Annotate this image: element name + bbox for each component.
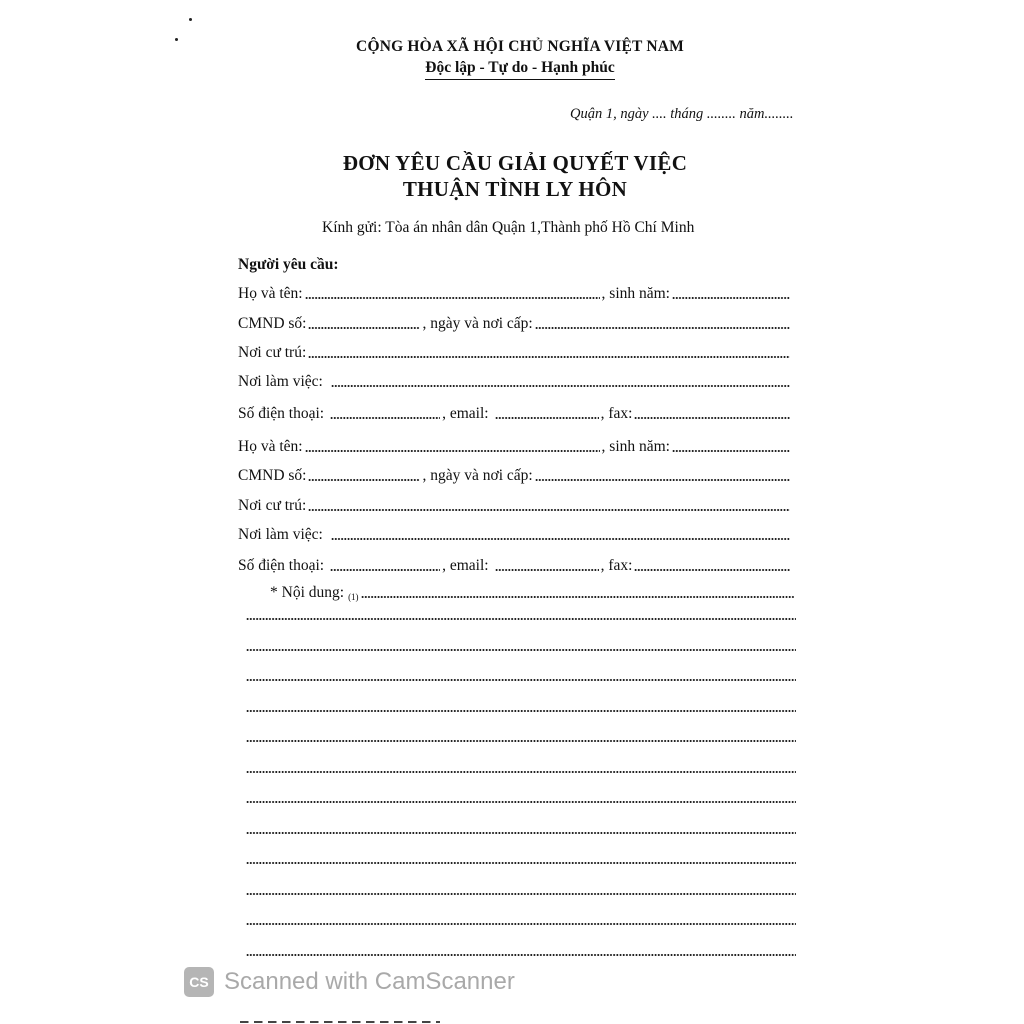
fax-label: , fax: [600,557,633,574]
national-motto: Độc lập - Tự do - Hạnh phúc [425,59,614,80]
nation-title: CỘNG HÒA XÃ HỘI CHỦ NGHĨA VIỆT NAM [356,38,684,55]
national-header [330,38,710,80]
watermark-text: Scanned with CamScanner [224,968,515,995]
issue-date-place-label: , ngày và nơi cấp: [422,467,533,484]
content-blank-line[interactable] [246,770,796,774]
content-blank-line[interactable] [246,678,796,682]
workplace-blank[interactable] [331,537,790,541]
phone-label: Số điện thoại: [238,405,325,422]
birth-year-label: , sinh năm: [601,285,670,302]
residence-label: Nơi cư trú: [238,497,307,514]
fax-blank[interactable] [634,568,790,572]
phone-blank[interactable] [330,568,440,572]
birth-year-blank[interactable] [672,449,790,453]
id-number-label: CMND số: [238,315,307,332]
content-blank-line[interactable] [246,892,796,896]
name-blank[interactable] [305,296,600,300]
id-number-blank[interactable] [308,326,420,330]
name-label: Họ và tên: [238,285,303,302]
workplace-label: Nơi làm việc: [238,373,323,390]
birth-year-label: , sinh năm: [601,438,670,455]
issue-date-place-label: , ngày và nơi cấp: [422,315,533,332]
person2-residence-row [238,495,792,515]
content-blank-line[interactable] [246,922,796,926]
birth-year-blank[interactable] [672,296,790,300]
person1-id-row [238,313,792,333]
residence-blank[interactable] [308,508,790,512]
footnote-marker: (1) [348,592,359,602]
residence-blank[interactable] [308,355,790,359]
id-number-label: CMND số: [238,467,307,484]
content-blank-line[interactable] [246,861,796,865]
issue-date-place-blank[interactable] [535,478,790,482]
document-title [300,150,730,202]
date-place-line: Quận 1, ngày .... tháng ........ năm........ [570,106,794,122]
content-blank-line[interactable] [246,617,796,621]
issue-date-place-blank[interactable] [535,326,790,330]
person2-contact-row [238,555,792,575]
content-row [270,582,796,602]
email-label: , email: [442,557,489,574]
person2-id-row [238,465,792,485]
person2-workplace-row [238,524,792,544]
content-blank-line[interactable] [246,800,796,804]
email-blank[interactable] [495,416,599,420]
content-blank-line[interactable] [246,831,796,835]
residence-label: Nơi cư trú: [238,344,307,361]
workplace-label: Nơi làm việc: [238,526,323,543]
document-title-line-1: ĐƠN YÊU CẦU GIẢI QUYẾT VIỆC [342,151,688,175]
camscanner-watermark [184,967,515,997]
phone-blank[interactable] [330,416,440,420]
person1-contact-row [238,403,792,423]
phone-label: Số điện thoại: [238,557,325,574]
content-blank-line[interactable] [246,953,796,957]
email-label: , email: [442,405,489,422]
scan-speck [175,38,178,41]
person2-name-row [238,436,792,456]
content-blank[interactable] [361,595,794,599]
content-label: * Nội dung: [270,584,345,601]
content-blank-line[interactable] [246,709,796,713]
workplace-blank[interactable] [331,384,790,388]
recipient-line: Kính gửi: Tòa án nhân dân Quận 1,Thành phố Hồ Chí Minh [322,219,695,236]
requester-heading: Người yêu cầu: [238,256,339,273]
document-title-line-2: THUẬN TÌNH LY HÔN [402,177,628,201]
fax-label: , fax: [600,405,633,422]
content-blank-line[interactable] [246,648,796,652]
name-blank[interactable] [305,449,600,453]
scan-speck [189,18,192,21]
next-page-edge [240,1021,440,1023]
name-label: Họ và tên: [238,438,303,455]
camscanner-logo: CS [184,967,214,997]
id-number-blank[interactable] [308,478,420,482]
person1-residence-row [238,342,792,362]
fax-blank[interactable] [634,416,790,420]
person1-name-row [238,283,792,303]
content-blank-line[interactable] [246,739,796,743]
person1-workplace-row [238,371,792,391]
email-blank[interactable] [495,568,599,572]
